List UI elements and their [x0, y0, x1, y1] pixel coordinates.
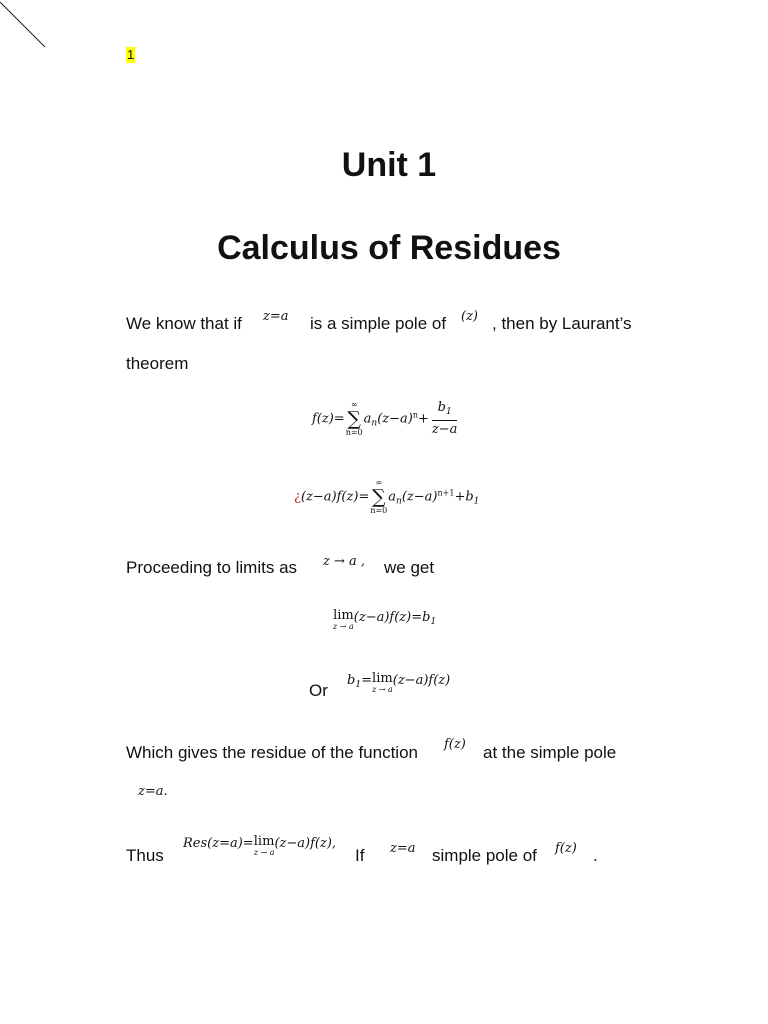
eq4-lhs: b: [347, 673, 356, 688]
eq2-sum-top: ∞: [375, 478, 383, 487]
para3-math1: f(z): [444, 737, 466, 752]
eq2-sum-sign: ∑: [372, 486, 386, 508]
eq1-denominator: z−a: [431, 422, 458, 437]
or-label: Or: [309, 681, 328, 700]
para4-lim-word: lim: [253, 834, 275, 849]
eq4-lim-under: z → a: [371, 685, 393, 694]
eq4-expr: (z−a)f(z): [392, 673, 451, 688]
para2-text1: Proceeding to limits as: [126, 558, 298, 577]
eq2-sum-bottom: n=0: [370, 506, 388, 515]
eq3-lim-word: lim: [333, 608, 354, 623]
eq1-num-sub: 1: [445, 407, 452, 417]
para3-text1: Which gives the residue of the function: [126, 743, 418, 762]
eq3-expr-sub: 1: [430, 617, 437, 627]
eq1-num-b: b: [437, 400, 446, 415]
equation-limit: [333, 610, 436, 632]
para4-text3: simple pole of: [432, 846, 537, 865]
eq4-lhs-sub: 1: [355, 680, 362, 690]
para4-math3: f(z): [555, 841, 577, 856]
page-corner-mark: [0, 0, 60, 60]
eq4-lim: [372, 673, 393, 695]
title: Unit 1: [341, 146, 437, 184]
para1-text1: We know that if: [126, 314, 242, 333]
eq2-term-sup: n+1: [437, 488, 455, 498]
eq1-sum-bottom: n=0: [345, 428, 363, 437]
para1-text4: theorem: [126, 354, 189, 373]
eq4-lim-word: lim: [372, 671, 393, 686]
para4-text1: Thus: [126, 846, 164, 865]
eq2-lhs: (z−a)f(z)=: [300, 489, 370, 505]
equation-multiplied: [294, 478, 479, 516]
para4-math1-post: (z−a)f(z),: [274, 836, 337, 851]
eq2-tail-sub: 1: [473, 496, 480, 507]
eq2-tail: +b: [454, 489, 474, 505]
para1-math2: (z): [461, 309, 478, 324]
eq2-term-sub: n: [396, 496, 402, 507]
eq2-term-a: a: [388, 489, 397, 505]
eq1-term-sub: n: [371, 418, 378, 429]
para1-text2: is a simple pole of: [310, 314, 447, 333]
eq2-glyph: ¿: [294, 489, 301, 505]
eq1-term-sup: n: [412, 410, 419, 420]
page-number: 1: [127, 47, 135, 62]
para4-text2: If: [355, 846, 365, 865]
para2-text2: we get: [384, 558, 435, 577]
para4-lim: [254, 836, 275, 858]
eq1-sum-sign: ∑: [347, 408, 361, 430]
eq1-sum-top: ∞: [350, 400, 358, 409]
eq2-sum: [370, 478, 387, 516]
para1-text3: , then by Laurant’s: [492, 314, 632, 333]
para2-math1: z → a ,: [323, 554, 366, 569]
para3-text2: at the simple pole: [483, 743, 617, 762]
subtitle: Calculus of Residues: [217, 229, 561, 267]
eq1-plus: +: [418, 411, 429, 427]
equation-residue-b1: [347, 673, 450, 695]
eq3-expr: (z−a)f(z)=b: [353, 610, 431, 625]
para4-math2: z=a: [390, 841, 416, 856]
para4-math1: [183, 836, 336, 858]
eq2-term-base: (z−a): [401, 489, 438, 505]
para4-math1-pre: Res(z=a)=: [183, 836, 254, 851]
eq3-lim: [333, 610, 354, 632]
para4-lim-under: z → a: [253, 848, 275, 857]
para3-math2: z=a.: [138, 784, 168, 799]
eq1-sum: [346, 400, 363, 438]
eq1-fraction: [432, 400, 458, 438]
eq4-eq: =: [361, 673, 372, 688]
eq3-lim-under: z → a: [333, 622, 354, 631]
eq1-numerator: [432, 400, 458, 421]
equation-laurent-series: [312, 400, 457, 438]
eq1-lhs: f(z)=: [312, 411, 345, 427]
eq1-term-a: a: [363, 411, 372, 427]
eq1-term-base: (z−a): [377, 411, 413, 427]
para1-math1: z=a: [263, 309, 289, 324]
para4-text4: .: [593, 846, 598, 865]
